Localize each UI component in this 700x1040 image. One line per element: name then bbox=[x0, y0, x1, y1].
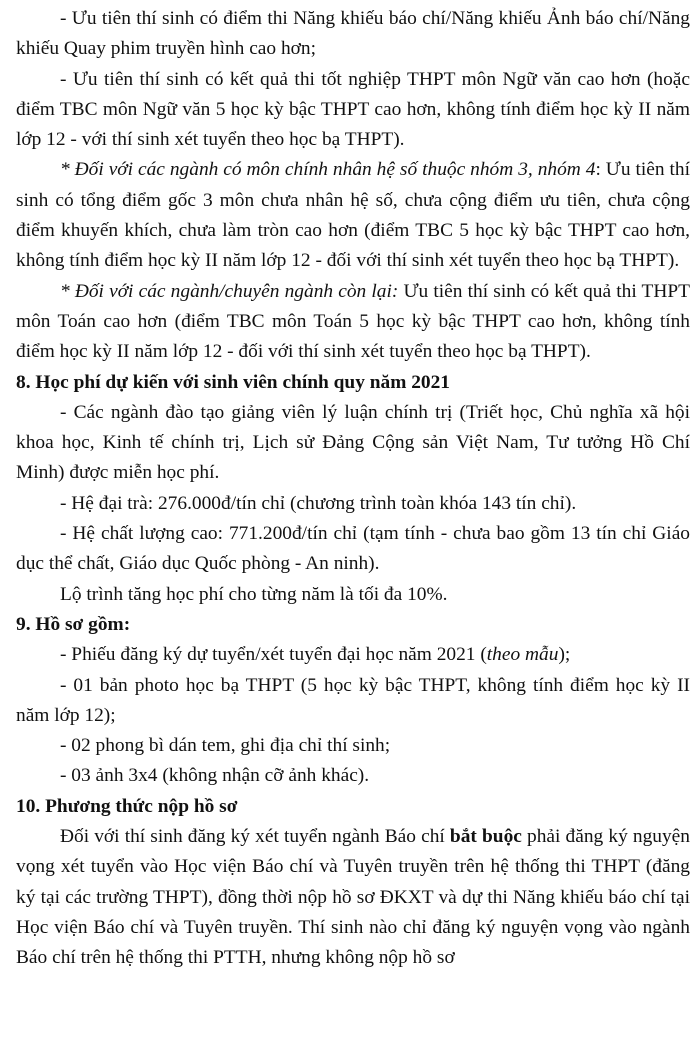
submission-text-start: Đối với thí sinh đăng ký xét tuyển ngành Báo chí bbox=[60, 826, 450, 848]
group-3-4-label: * Đối với các ngành có môn chính nhân hệ số thuộc nhóm 3, nhóm 4 bbox=[60, 159, 596, 181]
dossier-photos: - 03 ảnh 3x4 (không nhận cỡ ảnh khác). bbox=[60, 765, 370, 787]
dossier-transcript-copy: - 01 bản photo học bạ THPT (5 học kỳ bậc THPT, không tính điểm học kỳ II năm lớp 12); bbox=[16, 674, 690, 726]
other-majors-text: Ưu tiên thí sinh có kết quả thi THPT môn Toán cao hơn (điểm TBC môn Toán 5 học kỳ bậc THPT cao hơn, không tính điểm học kỳ II năm lớp 12 - đối với thí sinh xét tuyển theo học bạ THPT). bbox=[16, 280, 690, 363]
tuition-increase-cap: Lộ trình tăng học phí cho từng năm là tối đa 10%. bbox=[60, 583, 448, 605]
group-3-4-text: : Ưu tiên thí sinh có tổng điểm gốc 3 môn chưa nhân hệ số, chưa cộng điểm ưu tiên, chưa cộng điểm khuyến khích, chưa làm tròn cao hơn (điểm TBC 5 học kỳ bậc THPT cao hơn, không tính điểm học kỳ II năm lớp 12 - đối với thí sinh xét tuyển theo học bạ THPT). bbox=[16, 159, 690, 272]
submission-text-rest: phải đăng ký nguyện vọng xét tuyển vào Học viện Báo chí và Tuyên truyền trên hệ thống thi THPT (đăng ký tại các trường THPT), đồng thời nộp hồ sơ ĐKXT và dự thi Năng khiếu báo chí tại Học viện Báo chí và Tuyên truyền. Thí sinh nào chỉ đăng ký nguyện vọng vào ngành Báo chí trên hệ thống thi PTTH, nhưng không nộp hồ sơ bbox=[16, 826, 690, 969]
priority-group-3-4 bbox=[16, 155, 690, 276]
dossier-application-form bbox=[16, 640, 690, 670]
submission-method-paragraph bbox=[16, 822, 690, 973]
application-form-close: ); bbox=[558, 644, 571, 666]
tuition-standard: - Hệ đại trà: 276.000đ/tín chỉ (chương trình toàn khóa 143 tín chỉ). bbox=[60, 492, 577, 514]
section-9-heading: 9. Hồ sơ gồm: bbox=[16, 613, 131, 635]
section-8-heading: 8. Học phí dự kiến với sinh viên chính quy năm 2021 bbox=[16, 371, 451, 393]
priority-other-majors bbox=[16, 277, 690, 368]
priority-journalism-aptitude: - Ưu tiên thí sinh có điểm thi Năng khiếu báo chí/Năng khiếu Ảnh báo chí/Năng khiếu Quay phim truyền hình cao hơn; bbox=[16, 8, 690, 60]
tuition-high-quality: - Hệ chất lượng cao: 771.200đ/tín chỉ (tạm tính - chưa bao gồm 13 tín chỉ Giáo dục thể chất, Giáo dục Quốc phòng - An ninh). bbox=[16, 523, 690, 575]
priority-literature-score: - Ưu tiên thí sinh có kết quả thi tốt nghiệp THPT môn Ngữ văn cao hơn (hoặc điểm TBC môn Ngữ văn 5 học kỳ bậc THPT cao hơn, không tính điểm học kỳ II năm lớp 12 - với thí sinh xét tuyển theo học bạ THPT). bbox=[16, 68, 690, 151]
section-10-heading: 10. Phương thức nộp hồ sơ bbox=[16, 795, 238, 817]
other-majors-label: * Đối với các ngành/chuyên ngành còn lại: bbox=[60, 280, 399, 302]
application-form-text: - Phiếu đăng ký dự tuyển/xét tuyển đại học năm 2021 ( bbox=[60, 644, 487, 666]
tuition-exempt-majors: - Các ngành đào tạo giảng viên lý luận chính trị (Triết học, Chủ nghĩa xã hội khoa học, Kinh tế chính trị, Lịch sử Đảng Cộng sản Việt Nam, Tư tưởng Hồ Chí Minh) được miễn học phí. bbox=[16, 401, 690, 484]
dossier-envelopes: - 02 phong bì dán tem, ghi địa chỉ thí sinh; bbox=[60, 735, 391, 757]
application-form-template-note: theo mẫu bbox=[486, 644, 559, 666]
mandatory-emphasis: bắt buộc bbox=[449, 826, 522, 848]
